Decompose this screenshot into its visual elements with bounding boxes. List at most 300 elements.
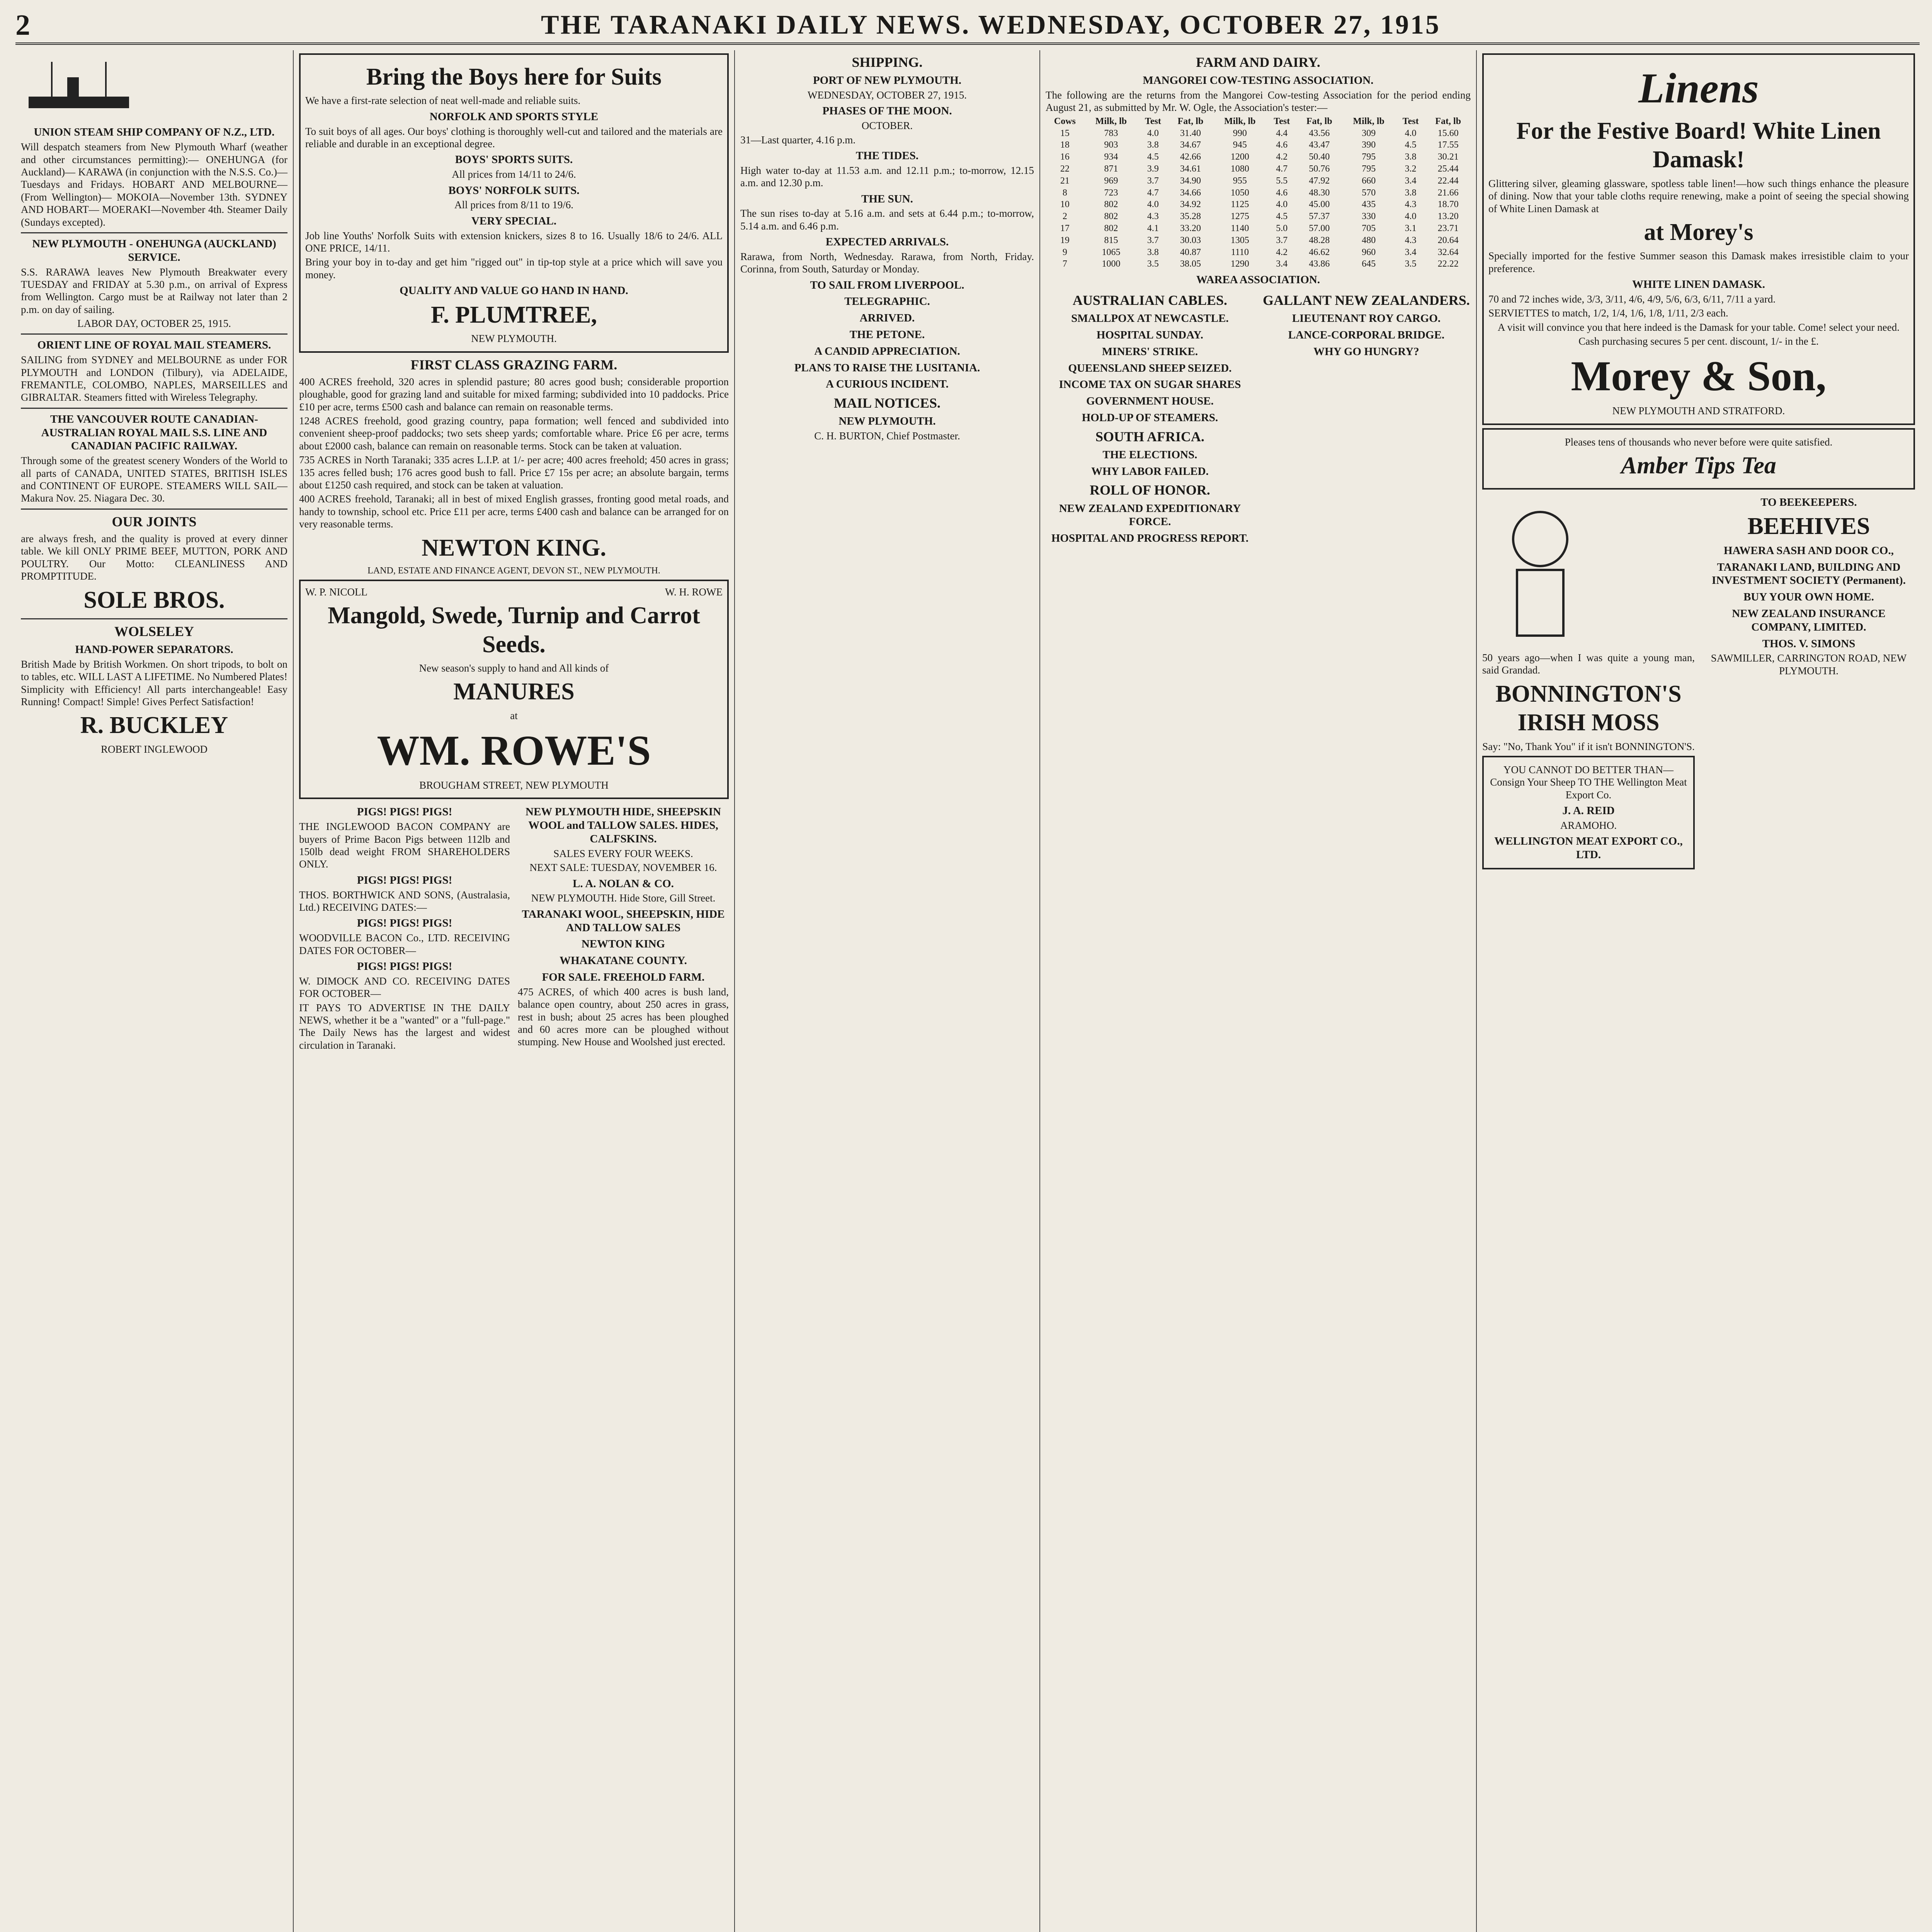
table-row xyxy=(1046,175,1471,187)
table-cell: 783 xyxy=(1104,128,1118,138)
column-4 xyxy=(1039,50,1476,1932)
table-row xyxy=(1046,128,1471,139)
festive-heading: For the Festive Board! White Linen Damask! xyxy=(1516,118,1881,173)
shipping-heading: SHIPPING. xyxy=(852,54,923,70)
mail-np: NEW PLYMOUTH. xyxy=(838,415,936,428)
norfolk-heading: NORFOLK AND SPORTS STYLE xyxy=(429,110,599,123)
table-cell: 22.22 xyxy=(1437,259,1459,269)
table-cell: 4.0 xyxy=(1405,128,1417,138)
nzef: NEW ZEALAND EXPEDITIONARY FORCE. xyxy=(1059,502,1241,528)
table-cell: 1000 xyxy=(1102,259,1121,269)
pigs-heading: PIGS! PIGS! PIGS! xyxy=(357,960,452,973)
table-cell: 4.0 xyxy=(1147,128,1159,138)
table-cell: 1140 xyxy=(1231,223,1249,233)
table-cell: 4.2 xyxy=(1276,152,1288,162)
divider xyxy=(21,333,287,335)
petone-heading: THE PETONE. xyxy=(849,328,925,341)
table-cell: 990 xyxy=(1233,128,1247,138)
masthead xyxy=(15,8,1920,45)
table-cell: 4.6 xyxy=(1276,187,1288,198)
moon-month: OCTOBER. xyxy=(861,120,913,132)
onehunga-text: S.S. RARAWA leaves New Plymouth Breakwater every TUESDAY and FRIDAY at 5.30 p.m., on arrival of Express from Wellington. Cargo must be at Railway not later than 2 p.m. on day of sailing. xyxy=(21,266,287,315)
table-cell: 3.4 xyxy=(1276,259,1288,269)
table-cell: 3.7 xyxy=(1276,235,1288,245)
sales-weeks: SALES EVERY FOUR WEEKS. xyxy=(553,847,693,859)
port-heading: PORT OF NEW PLYMOUTH. xyxy=(813,74,962,87)
table-cell: 645 xyxy=(1362,259,1376,269)
table-cell: 802 xyxy=(1104,211,1118,222)
smallpox: SMALLPOX AT NEWCASTLE. xyxy=(1071,312,1229,325)
table-cell: 960 xyxy=(1362,247,1376,257)
table-row xyxy=(1046,235,1471,247)
morey-location: NEW PLYMOUTH AND STRATFORD. xyxy=(1612,405,1785,417)
table-cell: 795 xyxy=(1362,152,1376,162)
wolseley-text: British Made by British Workmen. On short tripods, to bolt on to tables, etc. WILL LAST A LIFETIME. No Numbered Plates! Simplicity with Efficiency! All parts interchangeable! Easy Running! Compact! Simple! Gives Perfect Satisfaction! xyxy=(21,658,287,708)
table-cell: 955 xyxy=(1233,175,1247,186)
table-cell: 42.66 xyxy=(1180,152,1201,162)
newton-king-2: NEWTON KING xyxy=(581,938,665,951)
government-house: GOVERNMENT HOUSE. xyxy=(1086,395,1214,408)
page-title: THE TARANAKI DAILY NEWS. WEDNESDAY, OCTOBER 27, 1915 xyxy=(541,10,1440,40)
sheep-seized: QUEENSLAND SHEEP SEIZED. xyxy=(1068,362,1232,374)
taranaki-land: TARANAKI LAND, BUILDING AND INVESTMENT SOCIETY (Permanent). xyxy=(1712,561,1906,587)
orient-heading: ORIENT LINE OF ROYAL MAIL STEAMERS. xyxy=(37,339,271,352)
sun-heading: THE SUN. xyxy=(861,192,913,205)
shipping-date: WEDNESDAY, OCTOBER 27, 1915. xyxy=(807,89,967,101)
table-cell: 1050 xyxy=(1230,187,1249,198)
rowe-ad xyxy=(299,580,729,799)
table-header-cell: Fat, lb xyxy=(1435,116,1461,126)
boys-norfolk-price: All prices from 8/11 to 19/6. xyxy=(454,199,573,211)
roy-cargo: LIEUTENANT ROY CARGO. xyxy=(1292,312,1441,325)
column-3 xyxy=(734,50,1039,1932)
beekeepers-column xyxy=(1702,493,1915,872)
season-line: New season's supply to hand and All kinds of xyxy=(419,662,609,674)
table-cell: 25.44 xyxy=(1437,163,1459,174)
table-cell: 4.5 xyxy=(1276,211,1288,222)
hides-column xyxy=(518,802,729,1053)
cables-heading: AUSTRALIAN CABLES. xyxy=(1072,292,1228,308)
table-cell: 30.03 xyxy=(1180,235,1201,245)
table-cell: 871 xyxy=(1104,163,1118,174)
table-cell: 3.5 xyxy=(1147,259,1159,269)
plumtree-location: NEW PLYMOUTH. xyxy=(471,333,557,345)
pigs-heading: PIGS! PIGS! PIGS! xyxy=(357,806,452,818)
table-cell: 50.40 xyxy=(1309,152,1330,162)
table-cell: 7 xyxy=(1062,259,1067,269)
serviettes: SERVIETTES to match, 1/2, 1/4, 1/6, 1/8, 1/11, 2/3 each. xyxy=(1488,307,1728,319)
table-cell: 3.8 xyxy=(1147,247,1159,257)
table-cell: 18.70 xyxy=(1437,199,1459,210)
uss-text: Will despatch steamers from New Plymouth Wharf (weather and other circumstances permitting):— ONEHUNGA (for Auckland)— KARAWA (in conjunction with the N.S.S. Co.)—Tuesdays and Fridays. HOBART AND MELBOURNE— (From Wellington)— MOKOIA—November 13th. SYDNEY AND HOBART— MOERAKI—November 4th. Steamer Daily (Sundays excepted). xyxy=(21,141,287,228)
table-header-cell: Fat, lb xyxy=(1177,116,1204,126)
grandad-illustration xyxy=(1482,497,1598,643)
table-cell: 1110 xyxy=(1231,247,1249,257)
column-5 xyxy=(1476,50,1920,1932)
postmaster: C. H. BURTON, Chief Postmaster. xyxy=(814,430,960,442)
table-cell: 4.2 xyxy=(1276,247,1288,257)
column-1 xyxy=(15,50,294,1932)
table-cell: 20.64 xyxy=(1437,235,1459,245)
boys-sports-price: All prices from 14/11 to 24/6. xyxy=(452,168,576,180)
newton-king-sub: LAND, ESTATE AND FINANCE AGENT, DEVON ST., NEW PLYMOUTH. xyxy=(367,565,660,576)
table-header-cell: Milk, lb xyxy=(1224,116,1256,126)
table-cell: 40.87 xyxy=(1180,247,1201,257)
cow-test-table xyxy=(1046,116,1471,270)
special-text: Job line Youths' Norfolk Suits with extension knickers, sizes 8 to 16. Usually 18/6 to 24/6. ALL ONE PRICE, 14/11. xyxy=(305,230,723,254)
table-cell: 15.60 xyxy=(1437,128,1459,138)
morey-son: Morey & Son, xyxy=(1571,352,1827,400)
table-cell: 32.64 xyxy=(1437,247,1459,257)
table-cell: 309 xyxy=(1362,128,1376,138)
manures: MANURES xyxy=(453,679,575,705)
nolan-location: NEW PLYMOUTH. Hide Store, Gill Street. xyxy=(531,892,716,904)
table-cell: 1290 xyxy=(1230,259,1249,269)
pigs-heading: PIGS! PIGS! PIGS! xyxy=(357,917,452,930)
table-cell: 1065 xyxy=(1102,247,1121,257)
divider xyxy=(21,408,287,409)
table-cell: 969 xyxy=(1104,175,1118,186)
taranaki-wool: TARANAKI WOOL, SHEEPSKIN, HIDE AND TALLOW SALES xyxy=(522,908,725,934)
table-cell: 802 xyxy=(1104,199,1118,210)
norfolk-text: To suit boys of all ages. Our boys' clothing is thoroughly well-cut and tailored and the materials are reliable and durable in an exceptional degree. xyxy=(305,125,723,150)
table-cell: 390 xyxy=(1362,140,1376,150)
table-cell: 46.62 xyxy=(1309,247,1330,257)
table-cell: 4.3 xyxy=(1405,199,1417,210)
table-row xyxy=(1046,139,1471,151)
curious-heading: A CURIOUS INCIDENT. xyxy=(826,378,949,391)
table-cell: 570 xyxy=(1362,187,1376,198)
table-cell: 23.71 xyxy=(1437,223,1459,233)
table-header-cell: Cows xyxy=(1054,116,1076,126)
table-cell: 705 xyxy=(1362,223,1376,233)
gallant-column xyxy=(1262,288,1471,547)
mail-heading: MAIL NOTICES. xyxy=(833,395,941,411)
table-cell: 3.7 xyxy=(1147,175,1159,186)
table-cell: 4.5 xyxy=(1147,152,1159,162)
pigs-column xyxy=(299,802,510,1053)
rowe-initials: W. H. ROWE xyxy=(665,586,723,598)
brougham: BROUGHAM STREET, NEW PLYMOUTH xyxy=(419,779,609,791)
onehunga-heading: NEW PLYMOUTH - ONEHUNGA (AUCKLAND) SERVICE. xyxy=(32,237,276,264)
table-cell: 30.21 xyxy=(1437,152,1459,162)
table-header-cell: Milk, lb xyxy=(1095,116,1127,126)
simons: THOS. V. SIMONS xyxy=(1762,637,1855,650)
say-no: Say: "No, Thank You" if it isn't BONNINGTON'S. xyxy=(1482,740,1695,752)
reid: J. A. REID xyxy=(1562,804,1615,817)
table-row xyxy=(1046,151,1471,163)
table-cell: 934 xyxy=(1104,152,1118,162)
table-cell: 2 xyxy=(1062,211,1067,222)
dimock-text: W. DIMOCK AND CO. RECEIVING DATES FOR OCTOBER— xyxy=(299,975,510,1000)
table-cell: 4.0 xyxy=(1276,199,1288,210)
hospital-sunday: HOSPITAL SUNDAY. xyxy=(1096,328,1204,341)
boys-norfolk: BOYS' NORFOLK SUITS. xyxy=(448,184,580,197)
at-moreys: at Morey's xyxy=(1644,219,1753,245)
tides-heading: THE TIDES. xyxy=(855,149,919,162)
beehives: BEEHIVES xyxy=(1747,513,1870,540)
table-cell: 3.8 xyxy=(1405,187,1417,198)
table-cell: 48.30 xyxy=(1309,187,1330,198)
table-cell: 4.0 xyxy=(1405,211,1417,222)
table-cell: 1275 xyxy=(1230,211,1249,222)
table-cell: 723 xyxy=(1104,187,1118,198)
last-quarter: 31—Last quarter, 4.16 p.m. xyxy=(740,134,856,146)
vancouver-text: Through some of the greatest scenery Wonders of the World to all parts of CANADA, UNITED STATES, BRITISH ISLES and CONTINENT OF EUROPE. STEAMERS WILL SAIL— Makura Nov. 25. Niagara Dec. 30. xyxy=(21,455,287,504)
sole-bros: SOLE BROS. xyxy=(83,587,225,613)
telegraphic-heading: TELEGRAPHIC. xyxy=(844,295,930,308)
moreys-text: Specially imported for the festive Summer season this Damask makes irresistible claim to your preference. xyxy=(1488,250,1909,274)
uss-heading: UNION STEAM SHIP COMPANY OF N.Z., LTD. xyxy=(34,126,275,139)
miners-strike: MINERS' STRIKE. xyxy=(1102,345,1198,358)
table-cell: 34.67 xyxy=(1180,140,1201,150)
amber-text: Pleases tens of thousands who never before were quite satisfied. xyxy=(1565,436,1833,448)
joints-heading: OUR JOINTS xyxy=(112,514,197,529)
table-cell: 17.55 xyxy=(1437,140,1459,150)
farm-1248: 1248 ACRES freehold, good grazing country, papa formation; well fenced and subdivided into convenient sheep-proof paddocks; two sets sheep yards; comfortable whare. Price £6 per acre, terms about £2000 cash, balance can remain on reasonable terms. Stock can be taken at valuation. xyxy=(299,415,729,452)
table-row xyxy=(1046,223,1471,235)
special-heading: VERY SPECIAL. xyxy=(471,214,557,227)
arrived-heading: ARRIVED. xyxy=(859,312,915,325)
plumtree-name: F. PLUMTREE, xyxy=(430,301,597,328)
elections: THE ELECTIONS. xyxy=(1102,448,1197,461)
steamship-illustration xyxy=(21,54,137,116)
divider xyxy=(21,232,287,233)
table-cell: 4.5 xyxy=(1405,140,1417,150)
table-cell: 22.44 xyxy=(1437,175,1459,186)
table-cell: 9 xyxy=(1062,247,1067,257)
woodville-text: WOODVILLE BACON Co., LTD. RECEIVING DATES FOR OCTOBER— xyxy=(299,932,510,956)
buckley-sub: ROBERT INGLEWOOD xyxy=(100,743,208,755)
table-cell: 22 xyxy=(1060,163,1070,174)
farm-400b: 400 ACRES freehold, Taranaki; all in best of mixed English grasses, fronting good metal roads, and handy to township, school etc. Price £11 per acre, terms £400 cash and balance can be arranged for on very reasonable terms. xyxy=(299,493,729,530)
orient-text: SAILING from SYDNEY and MELBOURNE as under FOR PLYMOUTH and LONDON (Tilbury), via ADELAIDE, FREMANTLE, COLOMBO, NAPLES, MARSEILLES and GIBRALTAR. Steamers fitted with Wireless Telegraphy. xyxy=(21,354,287,403)
consign-ad xyxy=(1482,756,1695,869)
buy-home: BUY YOUR OWN HOME. xyxy=(1743,591,1874,604)
table-cell: 34.92 xyxy=(1180,199,1201,210)
table-row xyxy=(1046,247,1471,259)
vancouver-heading: THE VANCOUVER ROUTE CANADIAN-AUSTRALIAN ROYAL MAIL S.S. LINE AND CANADIAN PACIFIC RAILWAY. xyxy=(41,413,267,452)
table-cell: 3.4 xyxy=(1405,247,1417,257)
hospital-report: HOSPITAL AND PROGRESS REPORT. xyxy=(1051,532,1249,545)
table-cell: 4.7 xyxy=(1147,187,1159,198)
table-cell: 4.3 xyxy=(1147,211,1159,222)
lance-bridge: LANCE-CORPORAL BRIDGE. xyxy=(1288,328,1445,341)
labor-failed: WHY LABOR FAILED. xyxy=(1091,465,1209,478)
suits-intro: We have a first-rate selection of neat well-made and reliable suits. xyxy=(305,95,581,107)
table-cell: 3.2 xyxy=(1405,163,1417,174)
column-2 xyxy=(294,50,734,1932)
table-cell: 660 xyxy=(1362,175,1376,186)
candid-heading: A CANDID APPRECIATION. xyxy=(814,345,960,357)
table-cell: 3.8 xyxy=(1147,140,1159,150)
table-cell: 1125 xyxy=(1231,199,1249,210)
next-sale: NEXT SALE: TUESDAY, NOVEMBER 16. xyxy=(529,862,717,874)
table-cell: 43.47 xyxy=(1309,140,1330,150)
table-cell: 13.20 xyxy=(1437,211,1459,222)
damask-text: 70 and 72 inches wide, 3/3, 3/11, 4/6, 4/9, 5/6, 6/3, 6/11, 7/11 a yard. xyxy=(1488,293,1776,305)
table-cell: 4.7 xyxy=(1276,163,1288,174)
boys-sports: BOYS' SPORTS SUITS. xyxy=(455,153,573,166)
table-cell: 1080 xyxy=(1230,163,1249,174)
table-cell: 945 xyxy=(1233,140,1247,150)
table-cell: 10 xyxy=(1060,199,1070,210)
sun-text: The sun rises to-day at 5.16 a.m. and sets at 6.44 p.m.; to-morrow, 5.14 a.m. and 6.46 p.m. xyxy=(740,207,1034,232)
suits-heading: Bring the Boys here for Suits xyxy=(366,64,662,90)
joints-text: are always fresh, and the quality is proved at every dinner table. We kill ONLY PRIME BEEF, MUTTON, PORK AND POULTRY. Our Motto: CLEANLINESS AND PROMPTITUDE. xyxy=(21,532,287,582)
table-cell: 34.66 xyxy=(1180,187,1201,198)
table-cell: 4.4 xyxy=(1276,128,1288,138)
roll-of-honor: ROLL OF HONOR. xyxy=(1090,482,1210,498)
farm-heading: FIRST CLASS GRAZING FARM. xyxy=(410,357,617,372)
table-cell: 4.6 xyxy=(1276,140,1288,150)
expected-heading: EXPECTED ARRIVALS. xyxy=(825,236,949,248)
table-cell: 5.0 xyxy=(1276,223,1288,233)
festive-text: Glittering silver, gleaming glassware, spotless table linen!—how such things enhance the pleasure of dining. Now that your table cloths require renewing, make a point of seeing the special showing of White Linen Damask at xyxy=(1488,177,1909,214)
table-cell: 330 xyxy=(1362,211,1376,222)
table-header-cell: Fat, lb xyxy=(1306,116,1332,126)
table-cell: 802 xyxy=(1104,223,1118,233)
amber-tips-ad xyxy=(1482,428,1915,490)
mangorei-intro: The following are the returns from the Mangorei Cow-testing Association for the period ending August 21, as submitted by Mr. W. Ogle, the Association's tester:— xyxy=(1046,89,1471,114)
table-cell: 3.5 xyxy=(1405,259,1417,269)
table-cell: 5.5 xyxy=(1276,175,1288,186)
table-cell: 16 xyxy=(1060,152,1070,162)
wellington-meat: WELLINGTON MEAT EXPORT CO., LTD. xyxy=(1494,835,1683,861)
plumtree-ad xyxy=(299,53,729,353)
linens-heading: Linens xyxy=(1638,65,1759,112)
buckley: R. BUCKLEY xyxy=(80,712,228,739)
rowes: WM. ROWE'S xyxy=(377,727,651,774)
table-cell: 45.00 xyxy=(1309,199,1330,210)
wolseley-heading: WOLSELEY xyxy=(114,623,194,639)
bacon-text: THE INGLEWOOD BACON COMPANY are buyers of Prime Bacon Pigs between 112lb and 150lb dead weight FROM SHAREHOLDERS ONLY. xyxy=(299,821,510,870)
table-cell: 815 xyxy=(1104,235,1118,245)
discount: Cash purchasing secures 5 per cent. discount, 1/- in the £. xyxy=(1578,335,1819,347)
table-cell: 4.3 xyxy=(1405,235,1417,245)
liverpool-heading: TO SAIL FROM LIVERPOOL. xyxy=(810,279,964,291)
quality-line: QUALITY AND VALUE GO HAND IN HAND. xyxy=(400,284,628,297)
farm-400: 400 ACRES freehold, 320 acres in splendid pasture; 80 acres good bush; considerable proportion ploughable, good for grazing land and suitable for mixed farming; subdivided into 10 paddocks. Price £10 per acre, terms £500 cash and balance can remain on reasonable terms. xyxy=(299,376,729,413)
table-cell: 31.40 xyxy=(1180,128,1201,138)
tides-text: High water to-day at 11.53 a.m. and 12.11 p.m.; to-morrow, 12.15 a.m. and 12.30 p.m. xyxy=(740,164,1034,189)
table-cell: 18 xyxy=(1060,140,1070,150)
pigs-heading: PIGS! PIGS! PIGS! xyxy=(357,874,452,886)
hawera: HAWERA SASH AND DOOR CO., xyxy=(1724,544,1894,557)
south-africa: SOUTH AFRICA. xyxy=(1095,429,1205,444)
farm-dairy-heading: FARM AND DAIRY. xyxy=(1196,54,1320,70)
amber-tips-brand: Amber Tips Tea xyxy=(1621,452,1776,479)
table-header-cell: Test xyxy=(1274,116,1290,126)
aramoho: ARAMOHO. xyxy=(1560,819,1617,831)
visit: A visit will convince you that here indeed is the Damask for your table. Come! select your need. xyxy=(1498,321,1900,333)
table-cell: 3.8 xyxy=(1405,152,1417,162)
borthwick-text: THOS. BORTHWICK AND SONS, (Australasia, Ltd.) RECEIVING DATES:— xyxy=(299,889,510,913)
labor-day: LABOR DAY, OCTOBER 25, 1915. xyxy=(77,318,231,330)
bonnington-brand: BONNINGTON'S IRISH MOSS xyxy=(1495,680,1682,736)
table-cell: 4.1 xyxy=(1147,223,1159,233)
table-row xyxy=(1046,199,1471,211)
table-cell: 34.90 xyxy=(1180,175,1201,186)
table-cell: 48.28 xyxy=(1309,235,1330,245)
expected-text: Rarawa, from North, Wednesday. Rarawa, from North, Friday. Corinna, from South, Saturday or Monday. xyxy=(740,250,1034,275)
holdup: HOLD-UP OF STEAMERS. xyxy=(1082,411,1218,424)
table-cell: 17 xyxy=(1060,223,1070,233)
table-cell: 43.56 xyxy=(1309,128,1330,138)
why-hungry: WHY GO HUNGRY? xyxy=(1313,345,1419,358)
table-cell: 795 xyxy=(1362,163,1376,174)
table-cell: 1305 xyxy=(1230,235,1249,245)
table-cell: 4.0 xyxy=(1147,199,1159,210)
table-cell: 19 xyxy=(1060,235,1070,245)
newton-king: NEWTON KING. xyxy=(422,534,606,561)
nicoll: W. P. NICOLL xyxy=(305,586,368,598)
table-row xyxy=(1046,163,1471,175)
hide-sales: NEW PLYMOUTH HIDE, SHEEPSKIN WOOL and TALLOW SALES. HIDES, CALFSKINS. xyxy=(526,806,721,845)
table-header-cell: Test xyxy=(1145,116,1161,126)
mangorei-heading: MANGOREI COW-TESTING ASSOCIATION. xyxy=(1143,74,1374,87)
table-cell: 21.66 xyxy=(1437,187,1459,198)
special-text-2: Bring your boy in to-day and get him "rigged out" in tip-top style at a price which will save you money. xyxy=(305,256,723,281)
table-cell: 8 xyxy=(1062,187,1067,198)
damask-heading: WHITE LINEN DAMASK. xyxy=(1632,278,1765,291)
table-header-row xyxy=(1046,116,1471,128)
lusitania-heading: PLANS TO RAISE THE LUSITANIA. xyxy=(794,361,980,374)
table-cell: 15 xyxy=(1060,128,1070,138)
advertise-text: IT PAYS TO ADVERTISE IN THE DAILY NEWS, whether it be a "wanted" or a "full-page." The Daily News has the largest and widest circulation in Taranaki. xyxy=(299,1002,510,1051)
table-header-cell: Test xyxy=(1402,116,1419,126)
nz-insurance: NEW ZEALAND INSURANCE COMPANY, LIMITED. xyxy=(1732,607,1886,633)
cables-column xyxy=(1046,288,1254,547)
table-cell: 35.28 xyxy=(1180,211,1201,222)
fifty-years: 50 years ago—when I was quite a young man, said Grandad. xyxy=(1482,652,1695,676)
table-cell: 3.4 xyxy=(1405,175,1417,186)
table-row xyxy=(1046,211,1471,223)
table-cell: 480 xyxy=(1362,235,1376,245)
table-cell: 38.05 xyxy=(1180,259,1201,269)
bonnington-column xyxy=(1482,493,1695,872)
farm-735: 735 ACRES in North Taranaki; 335 acres L.I.P. at 1/- per acre; 400 acres freehold; 450 acres in grass; 135 acres felled bush; 176 acres good bush to fall. Price £7 15s per acre; an absolute bargain, terms about £1250 cash required, and stock can be taken at valuation. xyxy=(299,454,729,491)
table-cell: 57.37 xyxy=(1309,211,1330,222)
table-cell: 3.1 xyxy=(1405,223,1417,233)
divider xyxy=(21,618,287,619)
table-cell: 3.7 xyxy=(1147,235,1159,245)
beekeepers: TO BEEKEEPERS. xyxy=(1760,496,1857,509)
moreys-ad xyxy=(1482,53,1915,425)
freehold: FOR SALE. FREEHOLD FARM. xyxy=(542,971,705,984)
wolseley-sub: HAND-POWER SEPARATORS. xyxy=(75,643,233,656)
table-cell: 34.61 xyxy=(1180,163,1201,174)
table-row xyxy=(1046,187,1471,199)
table-cell: 47.92 xyxy=(1309,175,1330,186)
table-row xyxy=(1046,258,1471,270)
table-cell: 33.20 xyxy=(1180,223,1201,233)
table-cell: 50.76 xyxy=(1309,163,1330,174)
at-line: at xyxy=(510,709,518,721)
page-number: 2 xyxy=(15,9,30,41)
table-cell: 1200 xyxy=(1230,152,1249,162)
divider xyxy=(21,509,287,510)
nolan: L. A. NOLAN & CO. xyxy=(573,877,674,890)
gallant-heading: GALLANT NEW ZEALANDERS. xyxy=(1263,292,1470,308)
sawmiller: SAWMILLER, CARRINGTON ROAD, NEW PLYMOUTH. xyxy=(1711,652,1907,677)
table-cell: 57.00 xyxy=(1309,223,1330,233)
table-cell: 3.9 xyxy=(1147,163,1159,174)
table-header-cell: Milk, lb xyxy=(1353,116,1384,126)
table-cell: 903 xyxy=(1104,140,1118,150)
sugar-shares: INCOME TAX ON SUGAR SHARES xyxy=(1059,378,1241,391)
consign-text: YOU CANNOT DO BETTER THAN— Consign Your Sheep TO THE Wellington Meat Export Co. xyxy=(1490,764,1687,801)
